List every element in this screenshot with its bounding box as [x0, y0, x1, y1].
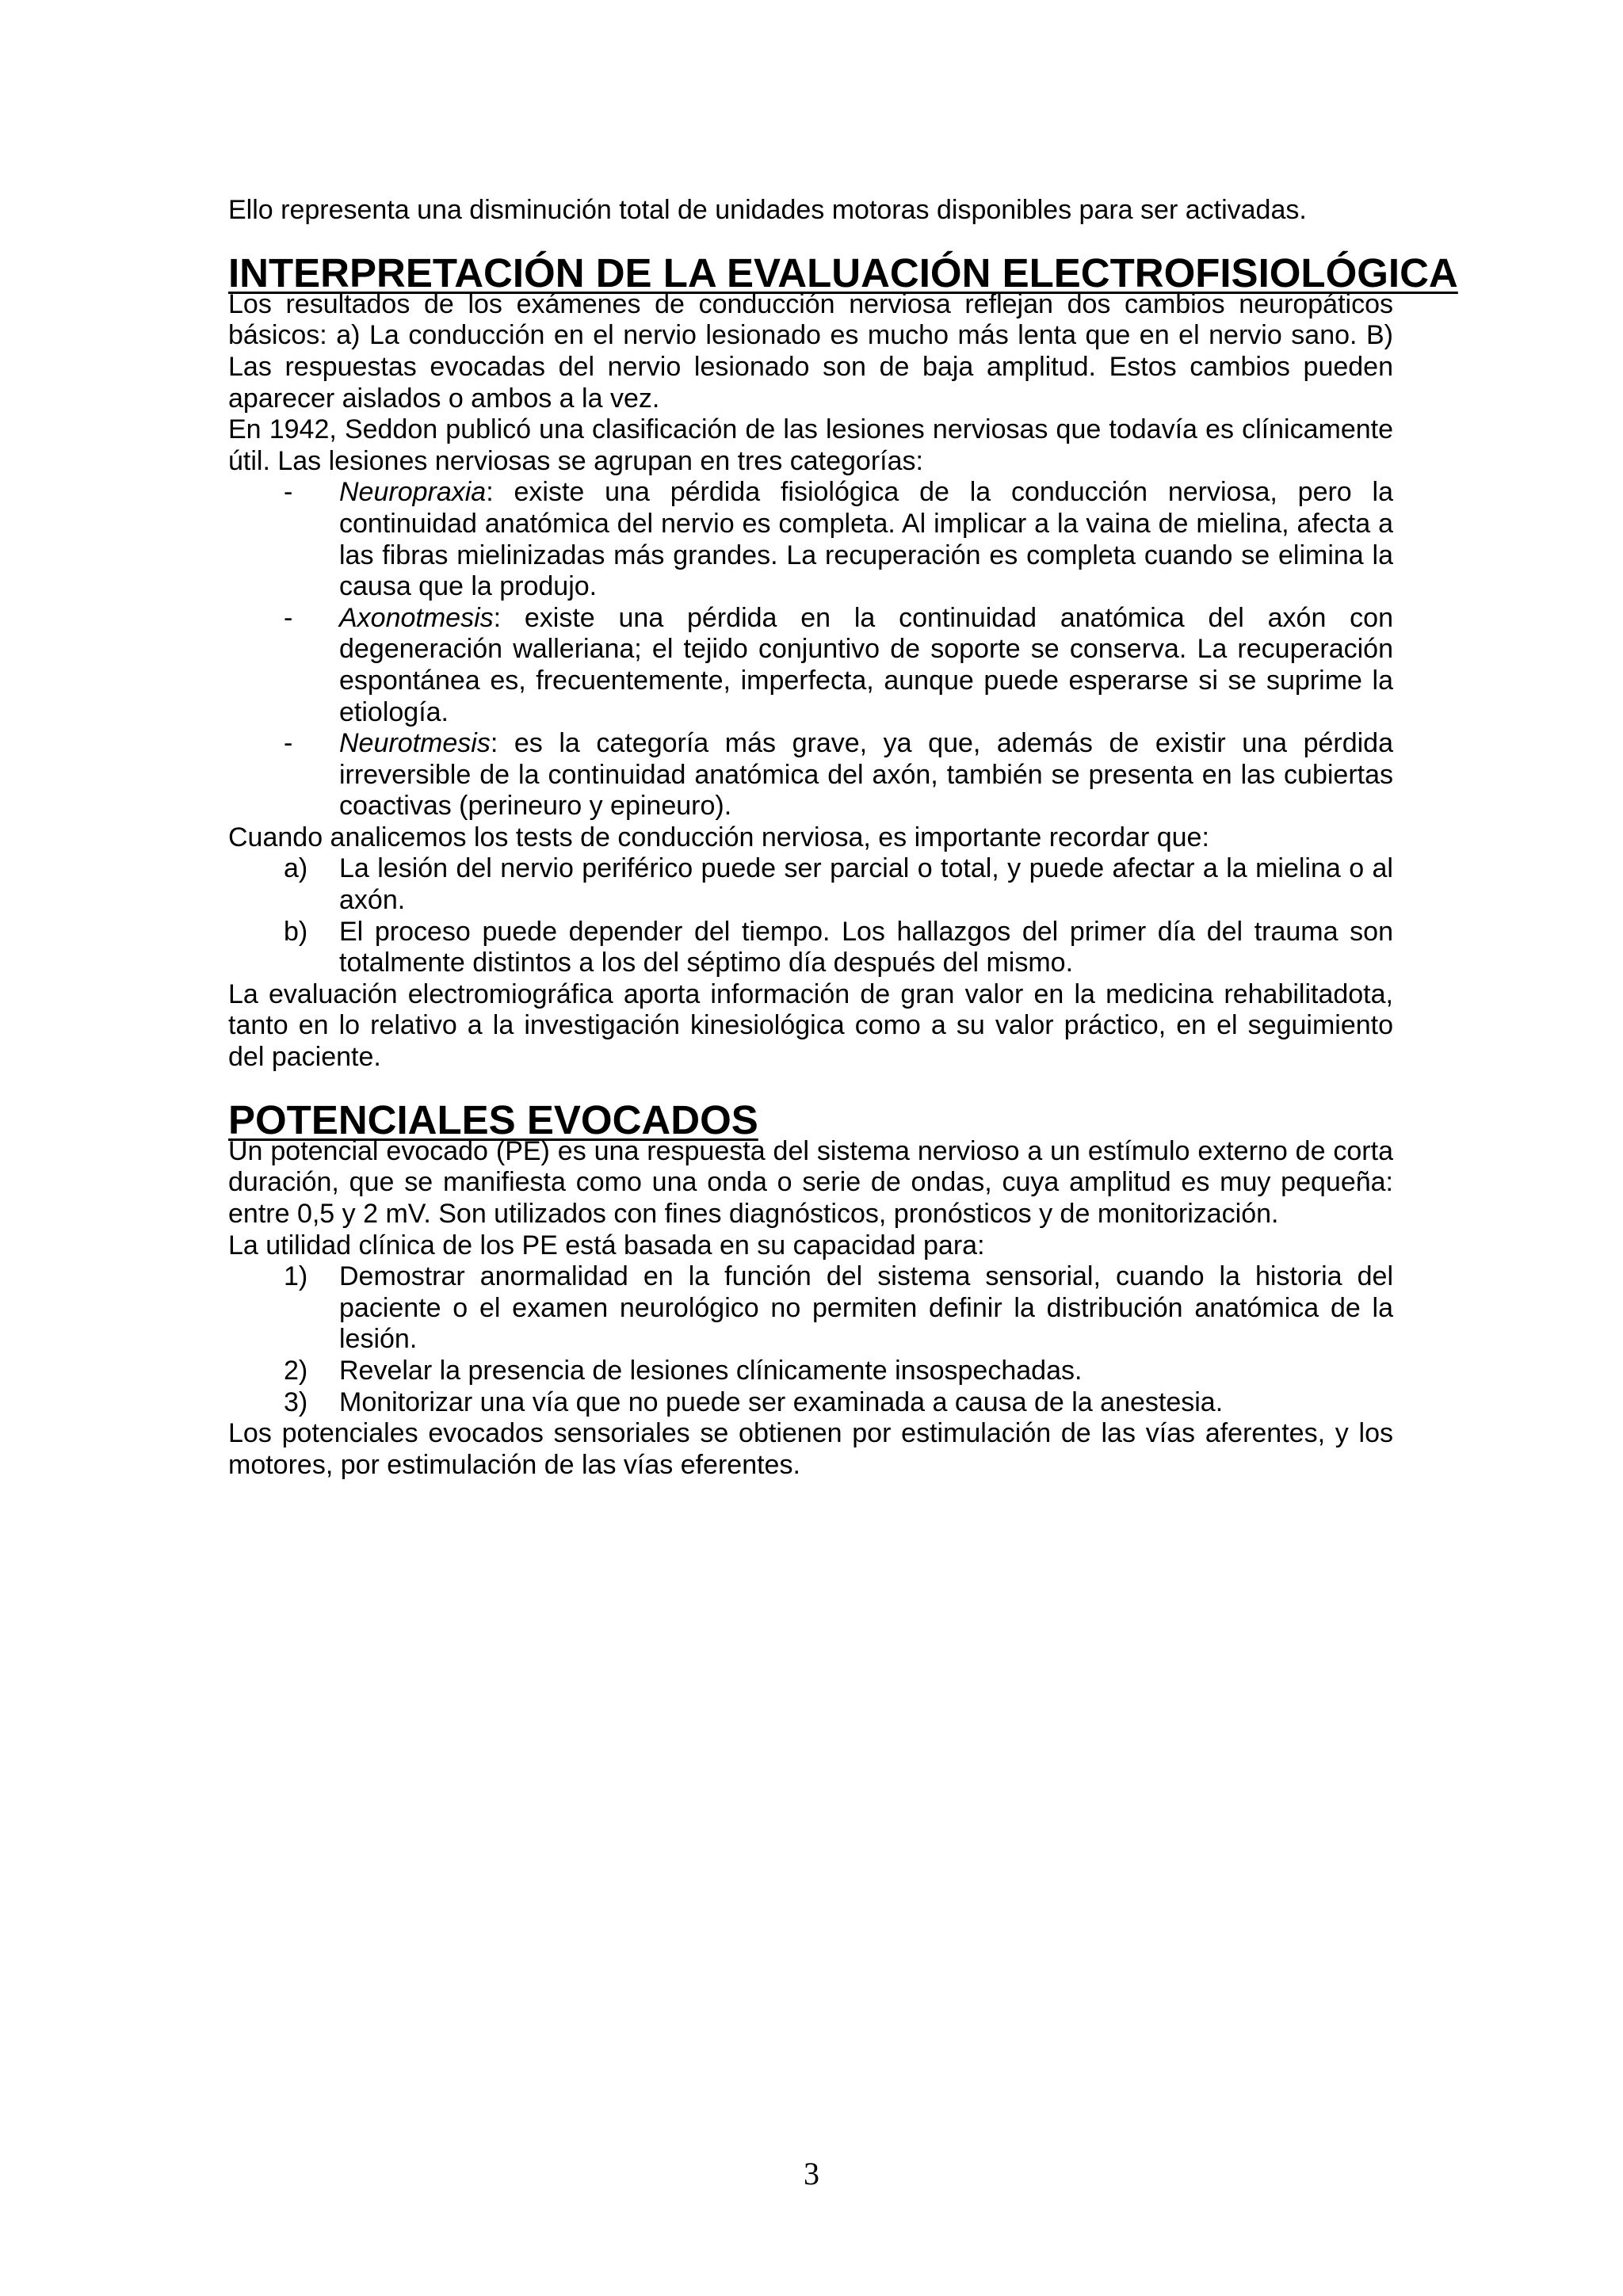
list-item-text: El proceso puede depender del tiempo. Los hallazgos del primer día del trauma son totalmente distintos a los del séptimo día después del mismo. [339, 916, 1393, 978]
list-item-text: La lesión del nervio periférico puede ser parcial o total, y puede afectar a la mielina o al axón. [339, 853, 1393, 916]
list-item-text: : es la categoría más grave, ya que, además de existir una pérdida irreversible de la continuidad anatómica del axón, también se presenta en las cubiertas coactivas (perineuro y epineuro). [339, 728, 1393, 822]
paragraph-seddon: En 1942, Seddon publicó una clasificación de las lesiones nerviosas que todavía es clínicamente útil. Las lesiones nerviosas se agrupan en tres categorías: [228, 414, 1393, 476]
list-item-text: : existe una pérdida en la continuidad anatómica del axón con degeneración walleriana; el tejido conjuntivo de soporte se conserva. La recuperación espontánea es, frecuentemente, imperfecta, aunque puede esperarse si se suprime la etiología. [339, 602, 1393, 727]
list-item-a [228, 853, 1393, 916]
page-number: 3 [804, 2156, 819, 2191]
list-marker: - [284, 602, 293, 633]
list-item-text: : existe una pérdida fisiológica de la conducción nerviosa, pero la continuidad anatómica del nervio es completa. Al implicar a la vaina de mielina, afecta a las fibras mielinizadas más grandes. La recuperación es completa cuando se elimina la causa que la produjo. [339, 477, 1393, 602]
list-item-text: Monitorizar una vía que no puede ser examinada a causa de la anestesia. [339, 1386, 1224, 1417]
term-neurotmesis: Neurotmesis [339, 728, 491, 759]
list-item-neuropraxia [228, 477, 1393, 602]
term-axonotmesis: Axonotmesis [339, 602, 494, 633]
list-item-3 [228, 1387, 1393, 1419]
list-item-text: Demostrar anormalidad en la función del sistema sensorial, cuando la historia del paciente o el examen neurológico no permiten definir la distribución anatómica de la lesión. [339, 1261, 1393, 1355]
list-marker: - [284, 477, 293, 508]
list-item-1 [228, 1261, 1393, 1356]
list-item-axonotmesis [228, 603, 1393, 728]
paragraph-evaluacion-electromiografica: La evaluación electromiográfica aporta información de gran valor en la medicina rehabilitadota, tanto en lo relativo a la investigación kinesiológica como a su valor práctico, en el seguimiento del paciente. [228, 978, 1393, 1073]
paragraph-resultados: Los resultados de los exámenes de conducción nerviosa reflejan dos cambios neuropáticos básicos: a) La conducción en el nervio lesionado es mucho más lenta que en el nervio sano. B) Las respuestas evocadas del nervio lesionado son de baja amplitud. Estos cambios pueden aparecer aislados o ambos a la vez. [228, 288, 1393, 414]
list-marker: 3) [284, 1386, 308, 1417]
list-marker: b) [284, 916, 308, 947]
list-item-2 [228, 1356, 1393, 1387]
term-neuropraxia: Neuropraxia [339, 477, 487, 508]
intro-paragraph: Ello representa una disminución total de unidades motoras disponibles para ser activadas. [228, 195, 1307, 225]
section-heading-interpretacion: INTERPRETACIÓN DE LA EVALUACIÓN ELECTROFISIOLÓGICA [228, 250, 1458, 296]
paragraph-potencial-evocado: Un potencial evocado (PE) es una respuesta del sistema nervioso a un estímulo externo de corta duración, que se manifiesta como una onda o serie de ondas, cuya amplitud es muy pequeña: entre 0,5 y 2 mV. Son utilizados con fines diagnósticos, pronósticos y de monitorización. [228, 1135, 1393, 1229]
paragraph-utilidad-clinica: La utilidad clínica de los PE está basada en su capacidad para: [228, 1230, 985, 1261]
list-item-neurotmesis [228, 728, 1393, 822]
section-heading-potenciales: POTENCIALES EVOCADOS [228, 1097, 758, 1143]
list-marker: - [284, 728, 293, 759]
paragraph-potenciales-sensoriales: Los potenciales evocados sensoriales se obtienen por estimulación de las vías aferentes, y los motores, por estimulación de las vías eferentes. [228, 1418, 1393, 1480]
list-marker: a) [284, 853, 308, 884]
list-item-b [228, 917, 1393, 979]
list-marker: 1) [284, 1261, 308, 1292]
list-marker: 2) [284, 1355, 308, 1386]
paragraph-cuando-analicemos: Cuando analicemos los tests de conducción nerviosa, es importante recordar que: [228, 822, 1209, 852]
list-item-text: Revelar la presencia de lesiones clínicamente insospechadas. [339, 1355, 1083, 1386]
